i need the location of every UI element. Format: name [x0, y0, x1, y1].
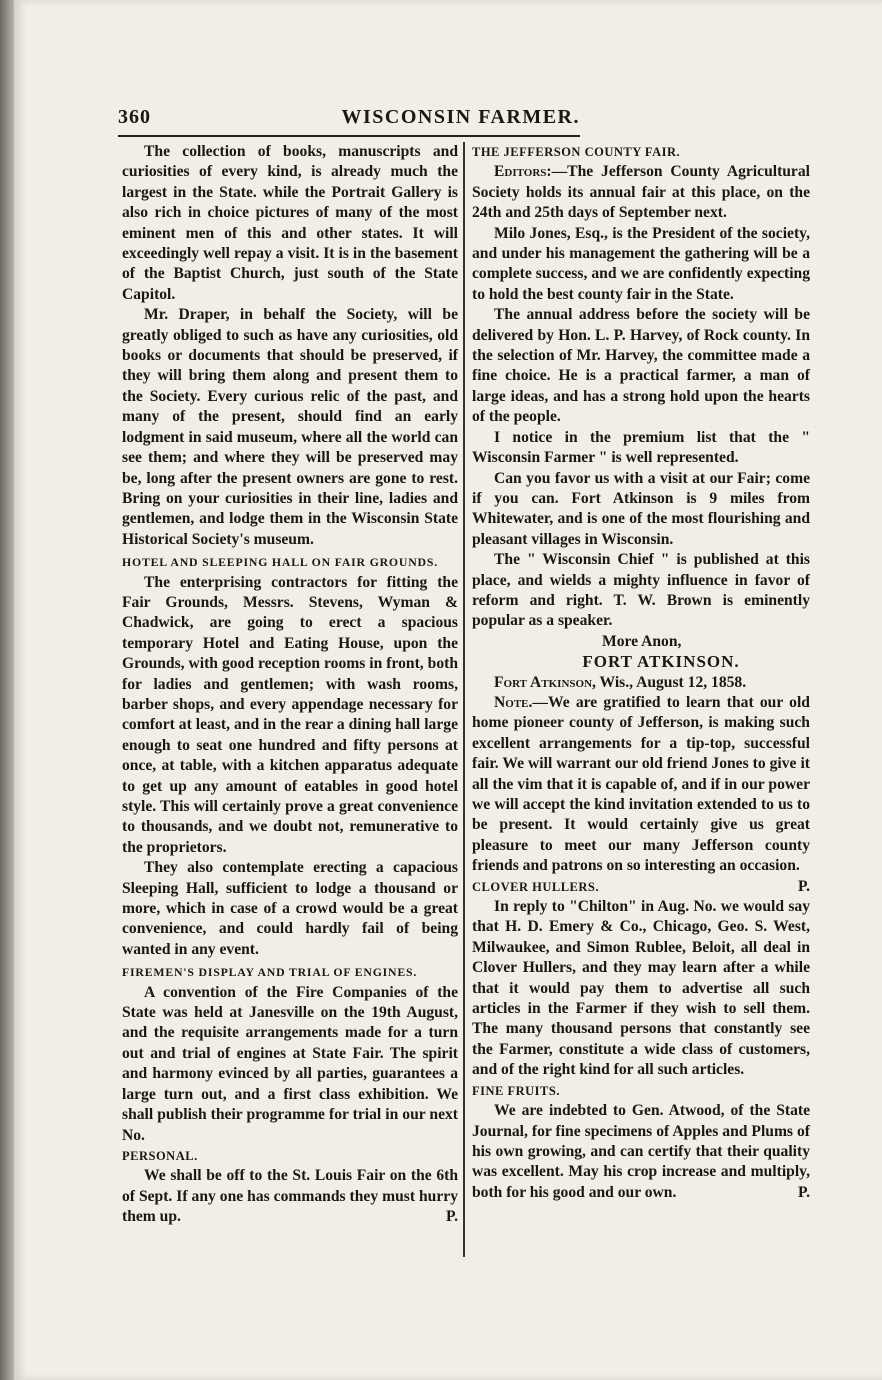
paragraph-personal	[122, 1166, 458, 1227]
paragraph-draper: Mr. Draper, in behalf the Society, will be greatly obliged to such as have any curiosities, old books or documents that should be preserved, if they will bring them along and present them to the Society. Every curious relic of the past, and many of the present, should find an early lodgment in said museum, where all the world can see them; and where they will be preserved may be, long after the present owners are gone to rest. Bring on your curiosities in their line, ladies and gentlemen, and lodge them in the Wisconsin State Historical Society's museum.	[122, 306, 458, 548]
personal-text: We shall be off to the St. Louis Fair on the 6th of Sept. If any one has commands they must hurry them up.	[122, 1167, 458, 1226]
paragraph-milo-jones: Milo Jones, Esq., is the President of the society, and under his management the gathering will be a complete success, and we are confidently expecting to hold the best county fair in the State.	[472, 224, 810, 303]
heading-fine-fruits: FINE FRUITS.	[472, 1083, 560, 1098]
paragraph-wisconsin-chief: The " Wisconsin Chief " is published at this place, and wields a mighty influence in favor of reform and right. T. W. Brown is eminently popular as a speaker.	[472, 551, 810, 630]
book-binding-edge	[0, 0, 14, 1380]
dateline-rest: , Wis., August 12, 1858.	[592, 673, 747, 691]
editors-label: Editors:	[494, 163, 552, 181]
dateline	[472, 673, 810, 693]
paragraph-clover-hullers: In reply to "Chilton" in Aug. No. we would say that H. D. Emery & Co., Chicago, Geo. S. West, Milwaukee, and Simon Rublee, Beloit, all deal in Clover Hullers, and they may learn after a while that it would pay them to advertise all such articles in the Farmer if they wish to sell them. The many thousand persons that constantly see the Farmer, constitute a wide class of customers, and of the right kind for all such articles.	[472, 898, 810, 1079]
note-initial: P.	[798, 877, 810, 895]
paragraph-annual-address: The annual address before the society will be delivered by Hon. L. P. Harvey, of Rock county. In the selection of Mr. Harvey, the committee made a fine choice. He is a practical farmer, a man of large ideas, and has a strong hold upon the hearts of the people.	[472, 306, 810, 426]
paragraph-favor-us: Can you favor us with a visit at our Fair; come if you can. Fort Atkinson is 9 miles from Whitewater, and is one of the most flourishing and pleasant villages in Wisconsin.	[472, 469, 810, 548]
running-title: WISCONSIN FARMER.	[341, 106, 580, 128]
paragraph-collection: The collection of books, manuscripts and curiosities of every kind, is already much the largest in the State. while the Portrait Gallery is also rich in choice pictures of many of the most eminent men of this and other states. It will exceedingly well repay a visit. It is in the basement of the Baptist Church, just south of the State Capitol.	[122, 143, 458, 303]
header-rule	[118, 135, 580, 137]
note-text: —We are gratified to learn that our old home pioneer county of Jefferson, is making such excellent arrangements for a tip-top, successful fair. We will warrant our old friend Jones to give it all the vim that it is capable of, and if in our power we will accept the kind invitation extended to us to be present. It would certainly give us great pleasure to meet our many Jefferson county friends and patrons on so interesting an occasion.	[472, 693, 810, 875]
paragraph-firemen: A convention of the Fire Companies of the State was held at Janesville on the 19th August, and the requisite arrangements made for a turn out and trial of engines at State Fair. The spirit and harmony evinced by all parties, guarantees a large turn out, and a first class exhibition. We shall publish their programme for trial in our next No.	[122, 983, 458, 1144]
page-number: 360	[118, 106, 151, 128]
note-label: Note.	[494, 693, 533, 711]
editors-text: —The Jefferson County Agricultural Society holds its annual fair at this place, on the 24th and 25th days of September next.	[472, 163, 810, 222]
page-header	[118, 104, 580, 134]
heading-personal: PERSONAL.	[122, 1148, 198, 1163]
signature: FORT ATKINSON.	[582, 652, 740, 672]
personal-initial: P.	[446, 1208, 458, 1226]
paragraph-premium-list: I notice in the premium list that the " Wisconsin Farmer " is well represented.	[472, 428, 810, 467]
fruits-text: We are indebted to Gen. Atwood, of the State Journal, for fine specimens of Apples and Plums of his own growing, and can certify that their quality was excellent. May his crop increase and multiply, both for his good and our own.	[472, 1102, 810, 1201]
left-column	[122, 142, 458, 1228]
heading-clover-hullers: CLOVER HULLERS.	[472, 879, 599, 894]
paragraph-sleeping-hall: They also contemplate erecting a capacious Sleeping Hall, sufficient to lodge a thousand or more, which in case of a crowd would be a great convenience, and could hardly fail of being wanted in any event.	[122, 859, 458, 958]
right-column	[472, 142, 810, 1203]
heading-jefferson-fair: THE JEFFERSON COUNTY FAIR.	[472, 145, 681, 159]
fruits-initial: P.	[798, 1183, 810, 1201]
column-divider	[463, 142, 465, 1257]
paragraph-hotel: The enterprising contractors for fitting the Fair Grounds, Messrs. Stevens, Wyman & Chadwick, are going to erect a spacious temporary Hotel and Eating House, upon the Grounds, with good reception rooms in front, both for ladies and gentlemen; with wash rooms, barber shops, and every appendage necessary for comfort at least, and in the rear a dining hall large enough to seat one hundred and fifty persons at once, at table, with a kitchen apparatus adequate to get up any amount of eatables in good hotel style. This will certainly prove a great convenience to thousands, and we doubt not, remunerative to the proprietors.	[122, 573, 458, 856]
paragraph-editors	[472, 162, 810, 223]
more-anon: More Anon,	[602, 632, 682, 650]
paragraph-fine-fruits	[472, 1101, 810, 1203]
heading-firemen: FIREMEN'S DISPLAY AND TRIAL OF ENGINES.	[122, 965, 418, 980]
dateline-place: Fort Atkinson	[494, 673, 593, 691]
heading-hotel: HOTEL AND SLEEPING HALL ON FAIR GROUNDS.	[122, 555, 438, 570]
